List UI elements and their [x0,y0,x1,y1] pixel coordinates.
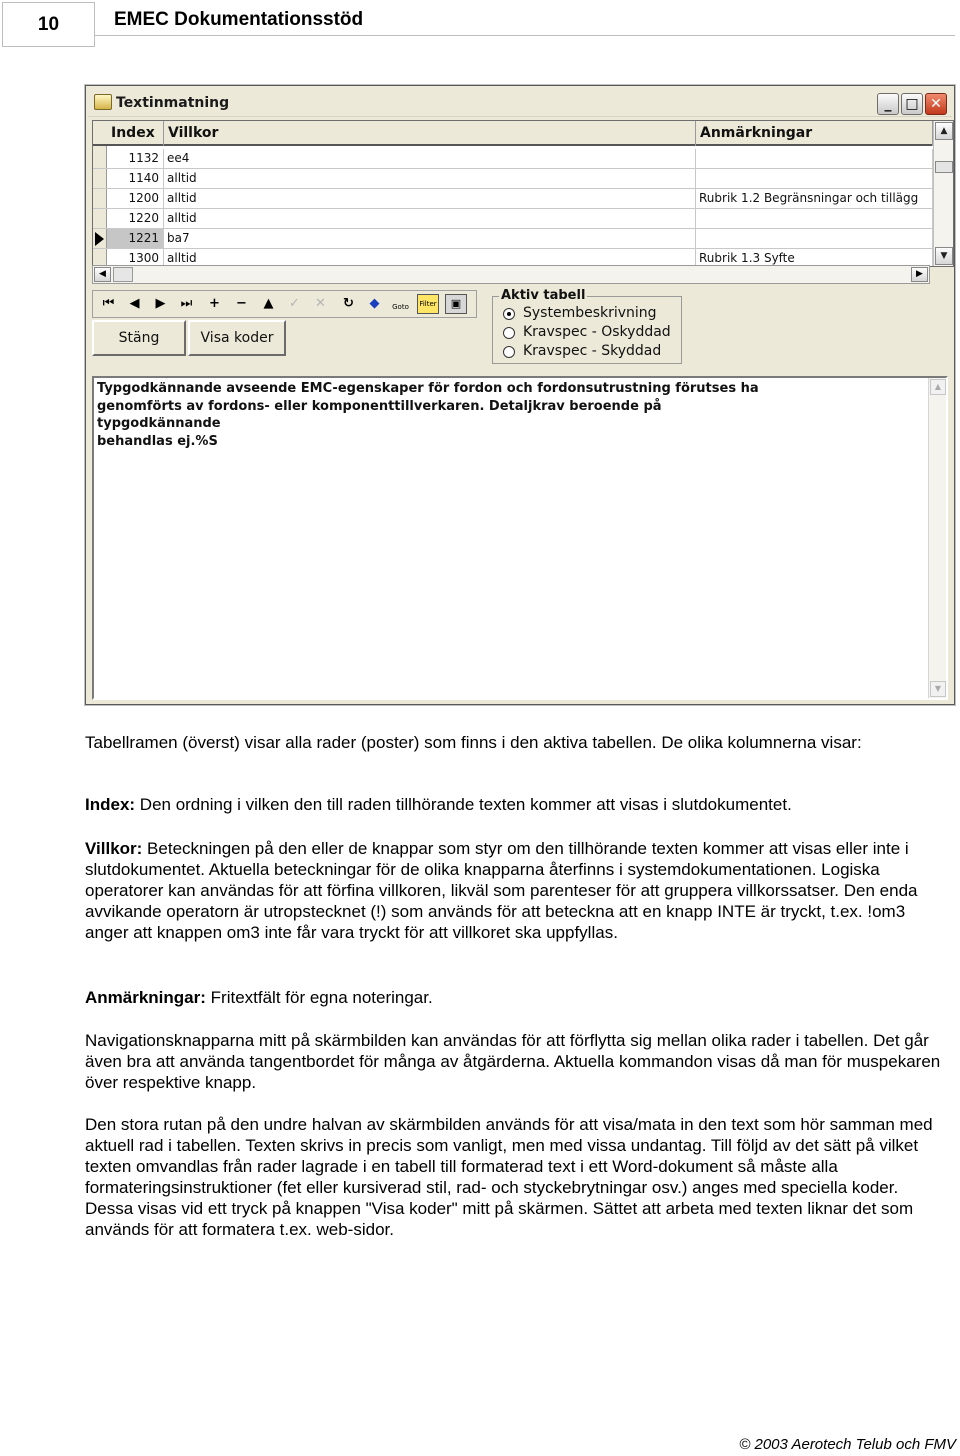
cell-anmarkningar[interactable] [696,209,933,228]
cell-anmarkningar[interactable]: Rubrik 1.3 Syfte [696,249,933,267]
show-codes-button[interactable]: Visa koder [188,320,286,356]
table-row[interactable] [93,189,933,209]
cell-anmarkningar[interactable] [696,229,933,248]
record-navigator [92,290,477,318]
app-icon [94,94,112,110]
memo-line: behandlas ej.%S [97,433,218,449]
cell-villkor[interactable]: alltid [164,169,696,188]
memo-paragraph: Den stora rutan på den undre halvan av skärmbilden används för att visa/mata in den text som hör samman med aktuell rad i tabellen. Texten skrivs in precis som vanligt, men med vissa undantag. Till följd av det sätt på vilket texten omvandlas från rader lagrade i en tabell till formaterad text i ett Word-dokument så måste alla formateringsinstruktioner (fet eller kursiverad stil, rad- och styckebrytningar osv.) anges med speciella koder. Dessa visas vid ett tryck på knappen "Visa koder" mitt på skärmen. Sättet att arbeta med texten liknar det som används för att formatera t.ex. web-sidor. [85,1115,933,1239]
textinmatning-window [85,85,955,705]
horizontal-scroll-thumb[interactable] [113,267,133,282]
memo-scroll-down-icon[interactable]: ▼ [930,681,946,697]
grid-vertical-scrollbar[interactable] [933,121,953,267]
memo-text[interactable] [97,380,777,450]
page-footer: © 2003 Aerotech Telub och FMV [739,1436,956,1453]
filter-icon[interactable]: Filter [417,294,439,314]
villkor-term: Villkor: [85,839,143,858]
table-row[interactable] [93,169,933,189]
table-row[interactable] [93,209,933,229]
next-record-icon[interactable]: ▶ [155,296,166,311]
radio-label: Kravspec - Skyddad [523,343,662,359]
radio-button[interactable] [503,327,515,339]
column-header-villkor[interactable]: Villkor [164,121,696,146]
index-paragraph [85,794,945,815]
cell-index[interactable]: 1132 [107,149,164,168]
cell-anmarkningar[interactable] [696,169,933,188]
post-edit-icon[interactable]: ✓ [289,296,300,311]
villkor-paragraph [85,838,945,943]
cell-villkor[interactable]: alltid [164,189,696,208]
maximize-button[interactable]: □ [901,93,923,115]
text-memo-field[interactable] [92,376,948,700]
first-record-icon[interactable]: ⏮ [102,296,115,311]
cell-index[interactable]: 1220 [107,209,164,228]
last-record-icon[interactable]: ⏭ [180,296,193,311]
index-term: Index: [85,795,136,814]
insert-record-icon[interactable]: + [209,296,220,311]
window-title: Textinmatning [116,95,230,111]
anmarkningar-paragraph [85,987,945,1008]
cell-villkor[interactable]: ee4 [164,149,696,168]
column-header-index[interactable]: Index [107,121,164,146]
anmarkningar-term: Anmärkningar: [85,988,206,1007]
cell-anmarkningar[interactable]: Rubrik 1.2 Begränsningar och tillägg [696,189,933,208]
cell-index[interactable]: 1140 [107,169,164,188]
scroll-thumb[interactable] [935,161,953,173]
intro-paragraph: Tabellramen (överst) visar alla rader (poster) som finns i den aktiva tabellen. De olika kolumnerna visar: [85,733,862,752]
memo-scroll-up-icon[interactable]: ▲ [930,379,946,395]
goto-icon[interactable]: Goto [392,303,409,311]
minimize-button[interactable]: _ [877,93,899,115]
records-grid[interactable] [92,120,954,267]
refresh-icon[interactable]: ↻ [343,296,354,311]
edit-record-icon[interactable]: ▲ [263,296,274,311]
current-row-pointer-icon [95,232,104,246]
tag-icon[interactable]: ◆ [369,296,380,311]
delete-record-icon[interactable]: − [236,296,247,311]
title-bar[interactable] [88,88,952,117]
cell-villkor[interactable]: ba7 [164,229,696,248]
memo-scrollbar[interactable] [928,378,946,698]
radio-button[interactable] [503,346,515,358]
scroll-left-icon[interactable]: ◀ [94,267,111,282]
active-table-group [492,288,682,364]
cell-index[interactable]: 1221 [107,229,164,248]
close-window-button[interactable]: ✕ [925,93,947,115]
table-row[interactable] [93,149,933,169]
grid-header [93,121,933,146]
scroll-down-icon[interactable]: ▼ [935,247,953,265]
page-header-title: EMEC Dokumentationsstöd [114,9,364,30]
memo-line: Typgodkännande avseende EMC-egenskaper för fordon och fordonsutrustning förutses ha [97,381,759,396]
cell-villkor[interactable]: alltid [164,209,696,228]
scroll-right-icon[interactable]: ▶ [911,267,928,282]
table-row-selected[interactable] [93,229,933,249]
radio-label: Systembeskrivning [523,305,657,321]
radio-button-selected[interactable] [503,308,515,320]
cell-anmarkningar[interactable] [696,149,933,168]
close-button[interactable]: Stäng [92,320,186,356]
cell-villkor[interactable]: alltid [164,249,696,267]
index-description: Den ordning i vilken den till raden tillhörande texten kommer att visas i slutdokumentet. [135,795,792,814]
grid-horizontal-scrollbar[interactable] [92,265,930,284]
cancel-edit-icon[interactable]: ✕ [315,296,326,311]
prior-record-icon[interactable]: ◀ [129,296,140,311]
villkor-description: Beteckningen på den eller de knappar som styr om den tillhörande texten kommer att visas eller inte i slutdokumentet. Aktuella beteckningar för de olika knapparna återfinns i systemdokumentationen. Logiska operatorer kan användas för att förfina villkoren, likväl som parenteser för att gruppera villkorssatser. Den enda avvikande operatorn är utropstecknet (!) som används för att beteckna att en knapp INTE är tryckt, t.ex. !om3 anger att knappen om3 inte får vara tryckt för att villkoret ska uppfyllas. [85,839,918,942]
radio-label: Kravspec - Oskyddad [523,324,671,340]
memo-line: genomförts av fordons- eller komponenttillverkaren. Detaljkrav beroende på typgodkännande [97,398,662,431]
scroll-up-icon[interactable]: ▲ [935,122,953,140]
print-icon[interactable]: ▣ [445,294,467,314]
anmarkningar-description: Fritextfält för egna noteringar. [205,988,433,1007]
cell-index[interactable]: 1200 [107,189,164,208]
cell-index[interactable]: 1300 [107,249,164,267]
active-table-legend: Aktiv tabell [501,288,586,303]
header-rule [95,35,955,36]
column-header-anmarkningar[interactable]: Anmärkningar [696,121,933,146]
navigation-paragraph: Navigationsknapparna mitt på skärmbilden kan användas för att förflytta sig mellan olika rader i tabellen. Det går även bra att använda tangentbordet för många av åtgärderna. Aktuella kommandon visas då man för muspekaren över respektive knapp. [85,1031,941,1092]
page-number: 10 [2,2,95,47]
